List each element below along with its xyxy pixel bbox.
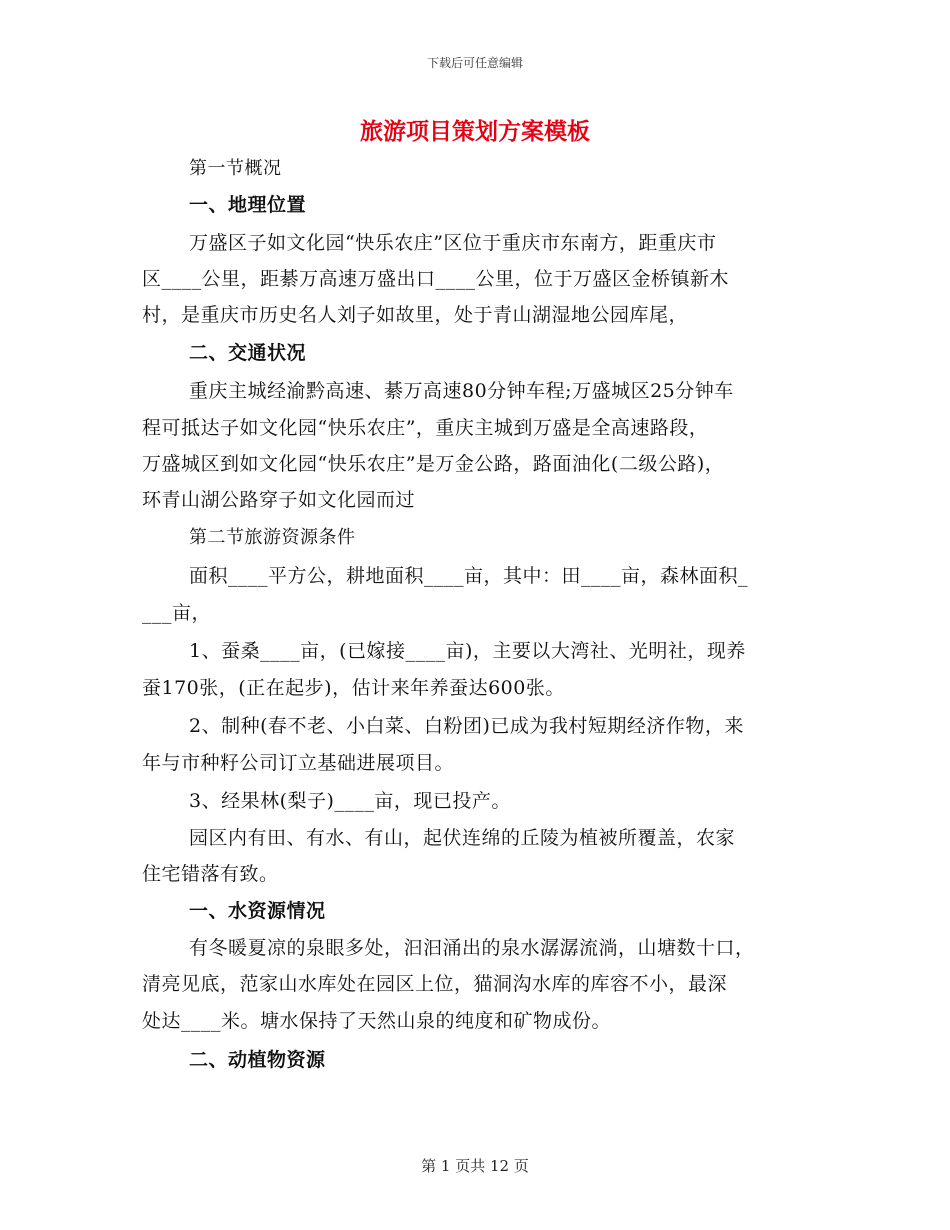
paragraph-line: 程可抵达子如文化园“快乐农庄”，重庆主城到万盛是全高速路段， [142,417,709,439]
subsection-heading: 一、地理位置 [189,194,307,216]
paragraph-line: 处达____米。塘水保持了天然山泉的纯度和矿物成份。 [142,1010,612,1032]
paragraph-line: 清亮见底，范家山水库处在园区上位，猫洞沟水库的库容不小，最深 [142,973,728,995]
paragraph-line: ___亩， [142,602,212,624]
page-footer: 第 1 页共 12 页 [421,1157,529,1175]
paragraph-line: 村，是重庆市历史名人刘子如故里，处于青山湖湿地公园库尾， [142,304,689,326]
paragraph-line: 年与市种籽公司订立基础进展项目。 [142,752,455,774]
paragraph-line: 园区内有田、有水、有山，起伏连绵的丘陵为植被所覆盖，农家 [189,827,736,849]
paragraph-line: 面积____平方公，耕地面积____亩，其中：田____亩，森林面积_ [189,565,749,587]
document-title: 旅游项目策划方案模板 [360,119,590,145]
section-heading: 第二节旅游资源条件 [189,527,356,548]
paragraph-line: 万盛城区到如文化园“快乐农庄”是万金公路，路面油化(二级公路)， [142,453,725,475]
paragraph-line: 重庆主城经渝黔高速、綦万高速80分钟车程;万盛城区25分钟车 [189,380,734,402]
subsection-heading: 二、动植物资源 [189,1049,326,1071]
list-item: 1、蚕桑____亩，(已嫁接____亩)，主要以大湾社、光明社，现养 [189,640,746,662]
paragraph-line: 区____公里，距綦万高速万盛出口____公里，位于万盛区金桥镇新木 [142,268,730,290]
subsection-heading: 一、水资源情况 [189,900,326,922]
section-heading: 第一节概况 [189,158,282,179]
list-item: 2、制种(春不老、小白菜、白粉团)已成为我村短期经济作物，来 [189,715,744,737]
paragraph-line: 有冬暖夏凉的泉眼多处，汩汩涌出的泉水潺潺流淌，山塘数十口， [189,937,755,959]
paragraph-line: 万盛区子如文化园“快乐农庄”区位于重庆市东南方，距重庆市 [189,232,717,254]
header-note: 下载后可任意编辑 [426,56,523,70]
paragraph-line: 环青山湖公路穿子如文化园而过 [142,489,416,511]
paragraph-line: 住宅错落有致。 [142,863,279,885]
paragraph-line: 蚕170张，(正在起步)，估计来年养蚕达600张。 [142,677,565,699]
subsection-heading: 二、交通状况 [189,342,307,364]
list-item: 3、经果林(梨子)____亩，现已投产。 [189,790,511,812]
